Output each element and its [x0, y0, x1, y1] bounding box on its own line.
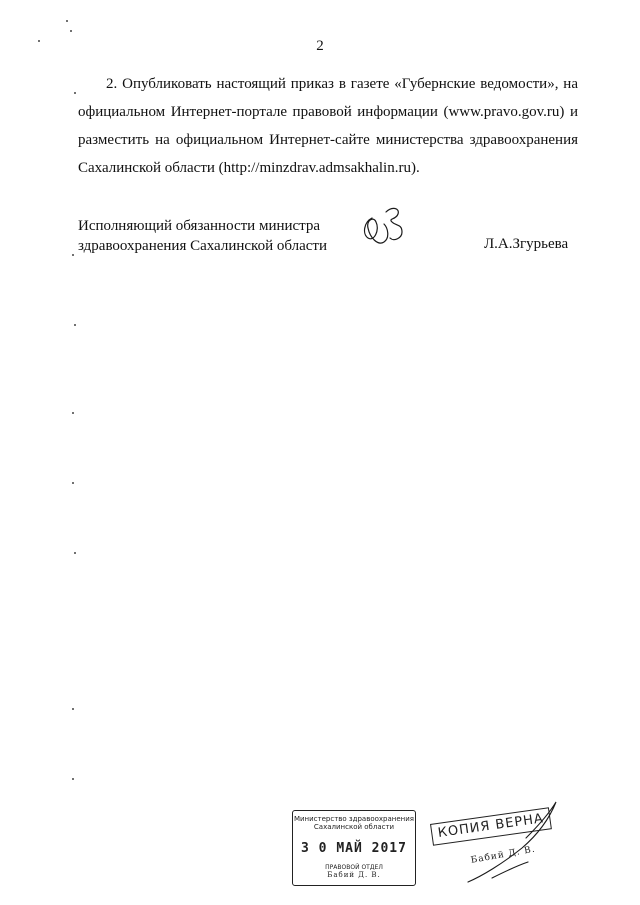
- paragraph-line: разместить на официальном Интернет-сайте министерства здравоохранения: [78, 132, 578, 148]
- scan-artifact: [72, 778, 74, 780]
- signer-title-line: здравоохранения Сахалинской области: [78, 238, 327, 254]
- paragraph-line: официальном Интернет-портале правовой информации (www.pravo.gov.ru) и: [78, 104, 578, 120]
- scan-artifact: [72, 708, 74, 710]
- scan-artifact: [72, 482, 74, 484]
- handwritten-signature: [358, 202, 408, 248]
- registry-stamp-date: 3 0 МАЙ 2017: [301, 841, 407, 856]
- signer-title-line: Исполняющий обязанности министра: [78, 218, 321, 234]
- scan-artifact: [72, 412, 74, 414]
- paragraph-line: 2. Опубликовать настоящий приказ в газете «Губернские ведомости», на: [106, 76, 578, 92]
- page-number: 2: [316, 38, 324, 54]
- registry-stamp-person: Бабий Д. В.: [327, 871, 381, 879]
- scan-artifact: [38, 40, 40, 42]
- publication-paragraph: [78, 70, 578, 182]
- scan-artifact: [74, 552, 76, 554]
- copy-verified-stamp: КОПИЯ ВЕРНА: [430, 807, 552, 845]
- scan-artifact: [70, 30, 72, 32]
- paragraph-line: Сахалинской области (http://minzdrav.admsakhalin.ru).: [78, 160, 420, 176]
- handwritten-signature: [462, 792, 562, 892]
- scan-artifact: [74, 92, 76, 94]
- scan-artifact: [72, 254, 74, 256]
- scan-artifact: [66, 20, 68, 22]
- signer-title: [78, 216, 327, 256]
- signer-name: Л.А.Згурьева: [484, 236, 569, 252]
- registry-stamp-org: Министерство здравоохранения Сахалинской области: [293, 815, 415, 831]
- scan-artifact: [74, 324, 76, 326]
- copy-stamp-person: Бабий Д. В.: [470, 844, 537, 866]
- registry-stamp-dept: ПРАВОВОЙ ОТДЕЛ: [325, 864, 383, 871]
- registry-stamp: [292, 810, 416, 886]
